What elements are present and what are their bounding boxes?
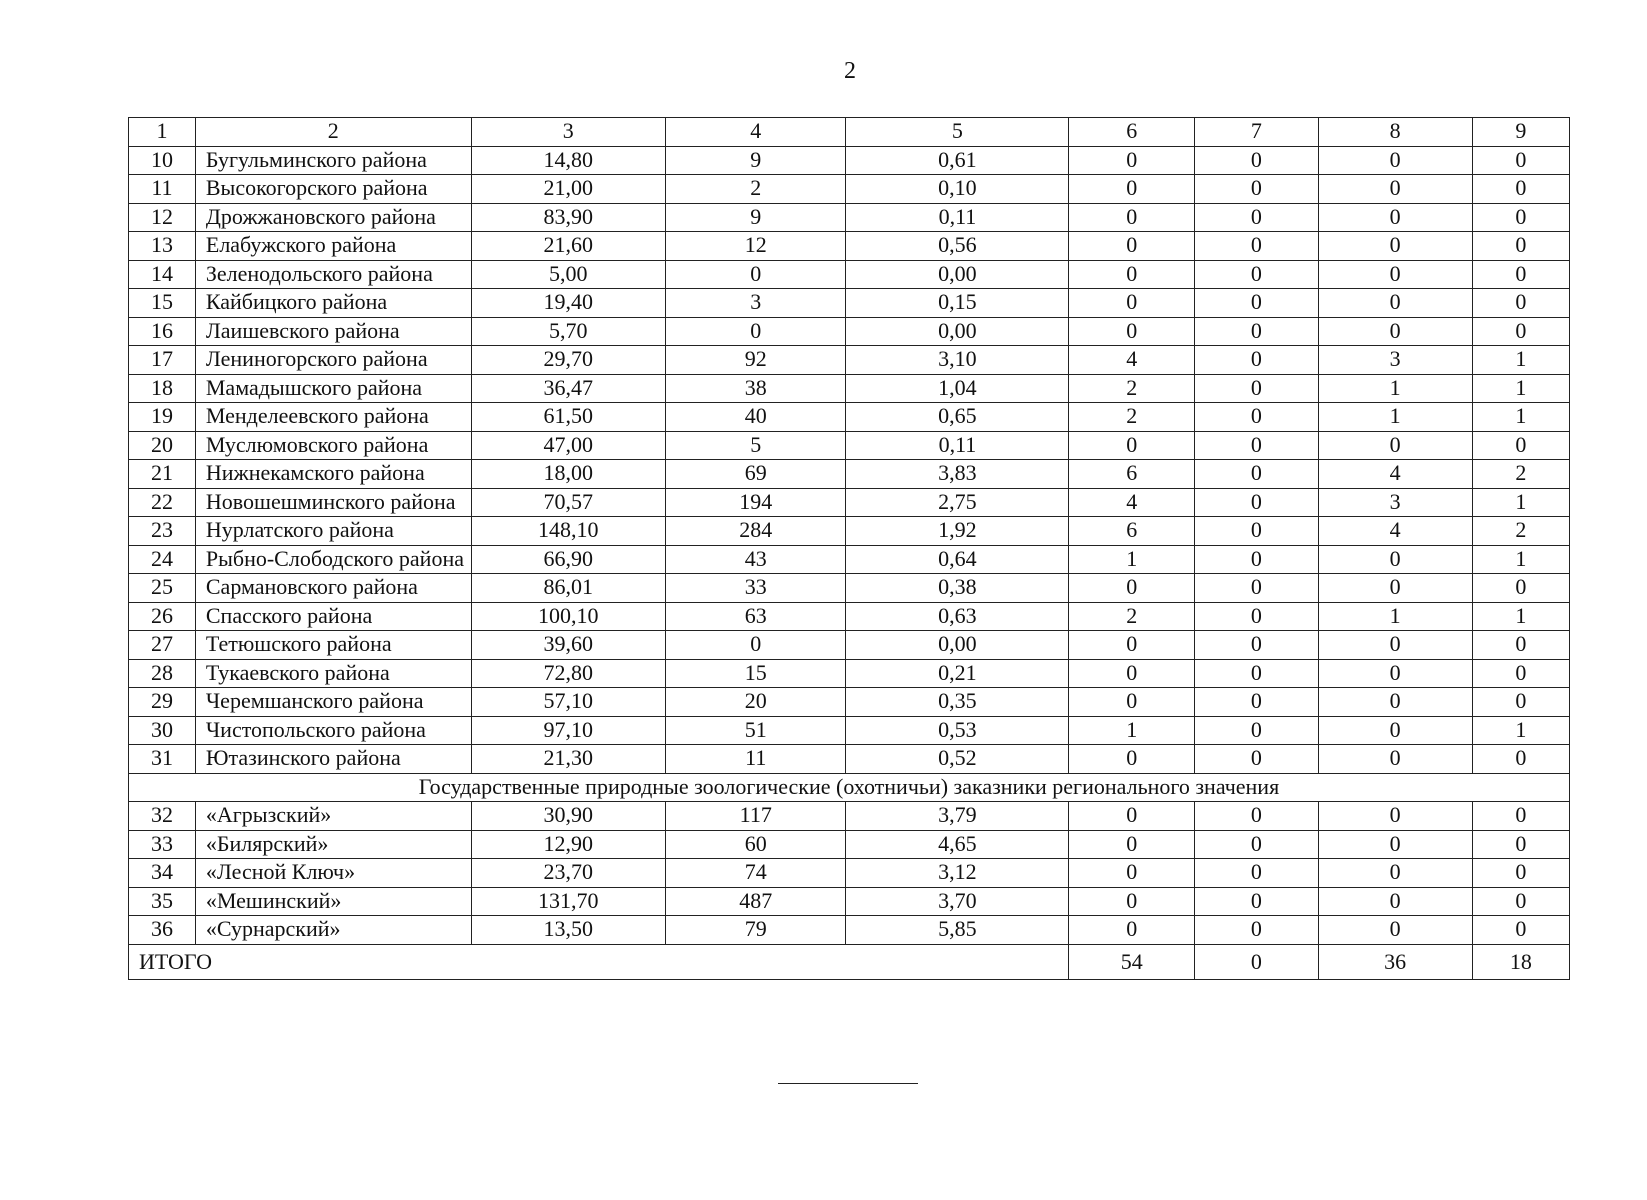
value-cell: 4,65 <box>846 830 1069 859</box>
value-cell: 0,35 <box>846 688 1069 717</box>
value-cell: 51 <box>666 716 846 745</box>
value-cell: 0 <box>1195 203 1319 232</box>
value-cell: 0 <box>1318 317 1472 346</box>
row-number-cell: 27 <box>129 631 196 660</box>
total-label: ИТОГО <box>129 944 1069 979</box>
table-row <box>129 175 1570 204</box>
value-cell: 0,65 <box>846 403 1069 432</box>
value-cell: 0 <box>1472 830 1569 859</box>
value-cell: 79 <box>666 916 846 945</box>
name-cell: Сармановского района <box>195 574 471 603</box>
column-number-cell: 5 <box>846 118 1069 147</box>
value-cell: 0 <box>1069 859 1195 888</box>
value-cell: 0,21 <box>846 659 1069 688</box>
row-number-cell: 34 <box>129 859 196 888</box>
value-cell: 19,40 <box>471 289 666 318</box>
value-cell: 0 <box>1318 203 1472 232</box>
value-cell: 0 <box>1318 175 1472 204</box>
table-row <box>129 517 1570 546</box>
value-cell: 2 <box>1069 602 1195 631</box>
value-cell: 3 <box>1318 488 1472 517</box>
row-number-cell: 23 <box>129 517 196 546</box>
row-number-cell: 17 <box>129 346 196 375</box>
value-cell: 15 <box>666 659 846 688</box>
value-cell: 92 <box>666 346 846 375</box>
value-cell: 0 <box>1195 745 1319 774</box>
name-cell: Нижнекамского района <box>195 460 471 489</box>
column-number-cell: 9 <box>1472 118 1569 147</box>
row-number-cell: 18 <box>129 374 196 403</box>
table-row <box>129 859 1570 888</box>
table-row <box>129 374 1570 403</box>
value-cell: 0 <box>1069 830 1195 859</box>
value-cell: 0 <box>1472 203 1569 232</box>
value-cell: 30,90 <box>471 802 666 831</box>
value-cell: 0 <box>1069 574 1195 603</box>
value-cell: 2 <box>666 175 846 204</box>
value-cell: 0 <box>1472 146 1569 175</box>
value-cell: 0 <box>1195 431 1319 460</box>
value-cell: 13,50 <box>471 916 666 945</box>
column-number-cell: 1 <box>129 118 196 147</box>
value-cell: 12,90 <box>471 830 666 859</box>
value-cell: 2 <box>1069 374 1195 403</box>
name-cell: Елабужского района <box>195 232 471 261</box>
name-cell: Спасского района <box>195 602 471 631</box>
row-number-cell: 28 <box>129 659 196 688</box>
name-cell: Кайбицкого района <box>195 289 471 318</box>
value-cell: 5,70 <box>471 317 666 346</box>
value-cell: 0 <box>1195 517 1319 546</box>
name-cell: Менделеевского района <box>195 403 471 432</box>
value-cell: 0 <box>1318 745 1472 774</box>
table-row <box>129 631 1570 660</box>
row-number-cell: 10 <box>129 146 196 175</box>
value-cell: 2,75 <box>846 488 1069 517</box>
value-cell: 0 <box>1318 631 1472 660</box>
value-cell: 1 <box>1472 346 1569 375</box>
value-cell: 0 <box>1195 374 1319 403</box>
value-cell: 0,00 <box>846 631 1069 660</box>
value-cell: 0 <box>1472 802 1569 831</box>
section-header-row <box>129 773 1570 802</box>
value-cell: 0 <box>1195 260 1319 289</box>
value-cell: 83,90 <box>471 203 666 232</box>
value-cell: 6 <box>1069 460 1195 489</box>
value-cell: 3 <box>666 289 846 318</box>
value-cell: 0 <box>1069 688 1195 717</box>
value-cell: 0 <box>1318 574 1472 603</box>
table-row <box>129 659 1570 688</box>
total-cell: 36 <box>1318 944 1472 979</box>
value-cell: 39,60 <box>471 631 666 660</box>
row-number-cell: 11 <box>129 175 196 204</box>
value-cell: 21,60 <box>471 232 666 261</box>
value-cell: 0 <box>1472 887 1569 916</box>
value-cell: 0 <box>1069 659 1195 688</box>
row-number-cell: 19 <box>129 403 196 432</box>
value-cell: 0 <box>1472 916 1569 945</box>
name-cell: Бугульминского района <box>195 146 471 175</box>
value-cell: 0,64 <box>846 545 1069 574</box>
value-cell: 60 <box>666 830 846 859</box>
table-row <box>129 260 1570 289</box>
value-cell: 3,83 <box>846 460 1069 489</box>
value-cell: 0 <box>1069 260 1195 289</box>
value-cell: 5 <box>666 431 846 460</box>
value-cell: 2 <box>1472 460 1569 489</box>
value-cell: 148,10 <box>471 517 666 546</box>
table-row <box>129 203 1570 232</box>
name-cell: Тетюшского района <box>195 631 471 660</box>
value-cell: 0 <box>1195 175 1319 204</box>
value-cell: 0 <box>1472 175 1569 204</box>
value-cell: 0 <box>1318 688 1472 717</box>
value-cell: 0 <box>666 631 846 660</box>
row-number-cell: 14 <box>129 260 196 289</box>
row-number-cell: 31 <box>129 745 196 774</box>
value-cell: 0 <box>1318 232 1472 261</box>
value-cell: 0,11 <box>846 203 1069 232</box>
row-number-cell: 33 <box>129 830 196 859</box>
value-cell: 74 <box>666 859 846 888</box>
value-cell: 0 <box>1195 916 1319 945</box>
row-number-cell: 26 <box>129 602 196 631</box>
row-number-cell: 36 <box>129 916 196 945</box>
value-cell: 57,10 <box>471 688 666 717</box>
table-row <box>129 602 1570 631</box>
value-cell: 194 <box>666 488 846 517</box>
value-cell: 23,70 <box>471 859 666 888</box>
value-cell: 0 <box>1069 146 1195 175</box>
row-number-cell: 16 <box>129 317 196 346</box>
value-cell: 0 <box>1318 260 1472 289</box>
value-cell: 0 <box>1472 859 1569 888</box>
value-cell: 4 <box>1069 346 1195 375</box>
table-row <box>129 830 1570 859</box>
value-cell: 3,12 <box>846 859 1069 888</box>
name-cell: Муслюмовского района <box>195 431 471 460</box>
value-cell: 0,11 <box>846 431 1069 460</box>
value-cell: 36,47 <box>471 374 666 403</box>
table-row <box>129 745 1570 774</box>
row-number-cell: 20 <box>129 431 196 460</box>
value-cell: 4 <box>1318 460 1472 489</box>
value-cell: 38 <box>666 374 846 403</box>
total-cell: 18 <box>1472 944 1569 979</box>
value-cell: 1 <box>1069 545 1195 574</box>
value-cell: 61,50 <box>471 403 666 432</box>
row-number-cell: 29 <box>129 688 196 717</box>
value-cell: 0 <box>1318 146 1472 175</box>
value-cell: 1 <box>1069 716 1195 745</box>
value-cell: 1 <box>1472 403 1569 432</box>
value-cell: 117 <box>666 802 846 831</box>
table-row <box>129 232 1570 261</box>
row-number-cell: 12 <box>129 203 196 232</box>
value-cell: 0 <box>1069 887 1195 916</box>
value-cell: 1,04 <box>846 374 1069 403</box>
name-cell: «Билярский» <box>195 830 471 859</box>
value-cell: 2 <box>1069 403 1195 432</box>
column-number-cell: 7 <box>1195 118 1319 147</box>
row-number-cell: 15 <box>129 289 196 318</box>
row-number-cell: 21 <box>129 460 196 489</box>
table-row <box>129 488 1570 517</box>
value-cell: 66,90 <box>471 545 666 574</box>
name-cell: Высокогорского района <box>195 175 471 204</box>
name-cell: «Агрызский» <box>195 802 471 831</box>
column-number-cell: 3 <box>471 118 666 147</box>
value-cell: 3 <box>1318 346 1472 375</box>
value-cell: 14,80 <box>471 146 666 175</box>
value-cell: 72,80 <box>471 659 666 688</box>
value-cell: 487 <box>666 887 846 916</box>
value-cell: 0 <box>1069 317 1195 346</box>
row-number-cell: 24 <box>129 545 196 574</box>
table-row <box>129 688 1570 717</box>
value-cell: 4 <box>1069 488 1195 517</box>
table-row <box>129 887 1570 916</box>
value-cell: 63 <box>666 602 846 631</box>
name-cell: Нурлатского района <box>195 517 471 546</box>
value-cell: 1 <box>1472 374 1569 403</box>
value-cell: 0 <box>1318 887 1472 916</box>
page-number: 2 <box>844 58 856 84</box>
data-table <box>128 117 1570 980</box>
value-cell: 0 <box>1195 716 1319 745</box>
value-cell: 0 <box>1472 688 1569 717</box>
value-cell: 0 <box>1069 289 1195 318</box>
value-cell: 0 <box>1472 631 1569 660</box>
value-cell: 0 <box>1195 574 1319 603</box>
value-cell: 3,79 <box>846 802 1069 831</box>
value-cell: 0 <box>1195 659 1319 688</box>
value-cell: 0 <box>1318 431 1472 460</box>
value-cell: 0,56 <box>846 232 1069 261</box>
value-cell: 0,10 <box>846 175 1069 204</box>
table-row <box>129 574 1570 603</box>
table-row <box>129 146 1570 175</box>
row-number-cell: 30 <box>129 716 196 745</box>
value-cell: 0 <box>1069 802 1195 831</box>
name-cell: Рыбно-Слободского района <box>195 545 471 574</box>
value-cell: 0 <box>666 317 846 346</box>
table-row <box>129 431 1570 460</box>
value-cell: 0 <box>666 260 846 289</box>
value-cell: 0 <box>1069 431 1195 460</box>
value-cell: 29,70 <box>471 346 666 375</box>
value-cell: 1 <box>1472 716 1569 745</box>
value-cell: 0 <box>1318 716 1472 745</box>
end-rule <box>778 1083 918 1084</box>
value-cell: 33 <box>666 574 846 603</box>
name-cell: Чистопольского района <box>195 716 471 745</box>
name-cell: Лениногорского района <box>195 346 471 375</box>
value-cell: 0,52 <box>846 745 1069 774</box>
value-cell: 0,63 <box>846 602 1069 631</box>
value-cell: 0 <box>1472 574 1569 603</box>
total-row <box>129 944 1570 979</box>
name-cell: Лаишевского района <box>195 317 471 346</box>
value-cell: 0 <box>1318 289 1472 318</box>
value-cell: 0 <box>1069 631 1195 660</box>
value-cell: 0,38 <box>846 574 1069 603</box>
value-cell: 2 <box>1472 517 1569 546</box>
value-cell: 0 <box>1318 859 1472 888</box>
value-cell: 1 <box>1472 545 1569 574</box>
value-cell: 70,57 <box>471 488 666 517</box>
value-cell: 284 <box>666 517 846 546</box>
value-cell: 0 <box>1195 631 1319 660</box>
row-number-cell: 35 <box>129 887 196 916</box>
table-row <box>129 289 1570 318</box>
name-cell: Зеленодольского района <box>195 260 471 289</box>
value-cell: 47,00 <box>471 431 666 460</box>
name-cell: Дрожжановского района <box>195 203 471 232</box>
value-cell: 0 <box>1472 317 1569 346</box>
value-cell: 0 <box>1472 745 1569 774</box>
value-cell: 1,92 <box>846 517 1069 546</box>
value-cell: 21,30 <box>471 745 666 774</box>
name-cell: Новошешминского района <box>195 488 471 517</box>
name-cell: «Мешинский» <box>195 887 471 916</box>
value-cell: 0 <box>1318 802 1472 831</box>
value-cell: 21,00 <box>471 175 666 204</box>
name-cell: «Лесной Ключ» <box>195 859 471 888</box>
value-cell: 0 <box>1195 545 1319 574</box>
name-cell: Мамадышского района <box>195 374 471 403</box>
value-cell: 11 <box>666 745 846 774</box>
row-number-cell: 13 <box>129 232 196 261</box>
value-cell: 3,10 <box>846 346 1069 375</box>
section-title: Государственные природные зоологические (охотничьи) заказники регионального значения <box>129 773 1570 802</box>
value-cell: 1 <box>1318 403 1472 432</box>
row-number-cell: 22 <box>129 488 196 517</box>
value-cell: 0 <box>1195 146 1319 175</box>
value-cell: 5,00 <box>471 260 666 289</box>
column-number-cell: 4 <box>666 118 846 147</box>
row-number-cell: 25 <box>129 574 196 603</box>
total-cell: 54 <box>1069 944 1195 979</box>
column-number-row <box>129 118 1570 147</box>
value-cell: 9 <box>666 203 846 232</box>
value-cell: 0,00 <box>846 260 1069 289</box>
column-number-cell: 8 <box>1318 118 1472 147</box>
value-cell: 0,53 <box>846 716 1069 745</box>
value-cell: 9 <box>666 146 846 175</box>
value-cell: 0 <box>1069 916 1195 945</box>
value-cell: 97,10 <box>471 716 666 745</box>
value-cell: 20 <box>666 688 846 717</box>
total-cell: 0 <box>1195 944 1319 979</box>
value-cell: 0 <box>1472 289 1569 318</box>
value-cell: 0 <box>1472 260 1569 289</box>
value-cell: 0 <box>1195 403 1319 432</box>
table-row <box>129 460 1570 489</box>
value-cell: 0 <box>1069 232 1195 261</box>
value-cell: 0 <box>1195 688 1319 717</box>
table-row <box>129 916 1570 945</box>
name-cell: Черемшанского района <box>195 688 471 717</box>
column-number-cell: 2 <box>195 118 471 147</box>
name-cell: «Сурнарский» <box>195 916 471 945</box>
column-number-cell: 6 <box>1069 118 1195 147</box>
value-cell: 0 <box>1069 745 1195 774</box>
table-body <box>129 118 1570 980</box>
value-cell: 1 <box>1318 374 1472 403</box>
value-cell: 86,01 <box>471 574 666 603</box>
value-cell: 69 <box>666 460 846 489</box>
value-cell: 0 <box>1069 175 1195 204</box>
name-cell: Ютазинского района <box>195 745 471 774</box>
value-cell: 0 <box>1472 232 1569 261</box>
value-cell: 40 <box>666 403 846 432</box>
value-cell: 43 <box>666 545 846 574</box>
value-cell: 0 <box>1069 203 1195 232</box>
table-row <box>129 346 1570 375</box>
value-cell: 1 <box>1472 488 1569 517</box>
value-cell: 0 <box>1318 830 1472 859</box>
value-cell: 12 <box>666 232 846 261</box>
value-cell: 6 <box>1069 517 1195 546</box>
table-row <box>129 716 1570 745</box>
value-cell: 0 <box>1472 431 1569 460</box>
value-cell: 0 <box>1195 289 1319 318</box>
table-row <box>129 317 1570 346</box>
value-cell: 0 <box>1195 859 1319 888</box>
value-cell: 0 <box>1195 887 1319 916</box>
value-cell: 1 <box>1472 602 1569 631</box>
value-cell: 0 <box>1318 545 1472 574</box>
value-cell: 18,00 <box>471 460 666 489</box>
value-cell: 0 <box>1195 802 1319 831</box>
value-cell: 1 <box>1318 602 1472 631</box>
value-cell: 0 <box>1195 460 1319 489</box>
value-cell: 0 <box>1195 346 1319 375</box>
table-row <box>129 545 1570 574</box>
value-cell: 0 <box>1318 916 1472 945</box>
value-cell: 131,70 <box>471 887 666 916</box>
value-cell: 0 <box>1195 317 1319 346</box>
value-cell: 0 <box>1195 232 1319 261</box>
row-number-cell: 32 <box>129 802 196 831</box>
value-cell: 0,15 <box>846 289 1069 318</box>
value-cell: 3,70 <box>846 887 1069 916</box>
value-cell: 4 <box>1318 517 1472 546</box>
value-cell: 0 <box>1195 830 1319 859</box>
value-cell: 0 <box>1195 488 1319 517</box>
value-cell: 5,85 <box>846 916 1069 945</box>
value-cell: 100,10 <box>471 602 666 631</box>
table-row <box>129 802 1570 831</box>
value-cell: 0 <box>1318 659 1472 688</box>
value-cell: 0 <box>1195 602 1319 631</box>
value-cell: 0,61 <box>846 146 1069 175</box>
table-row <box>129 403 1570 432</box>
value-cell: 0,00 <box>846 317 1069 346</box>
name-cell: Тукаевского района <box>195 659 471 688</box>
value-cell: 0 <box>1472 659 1569 688</box>
